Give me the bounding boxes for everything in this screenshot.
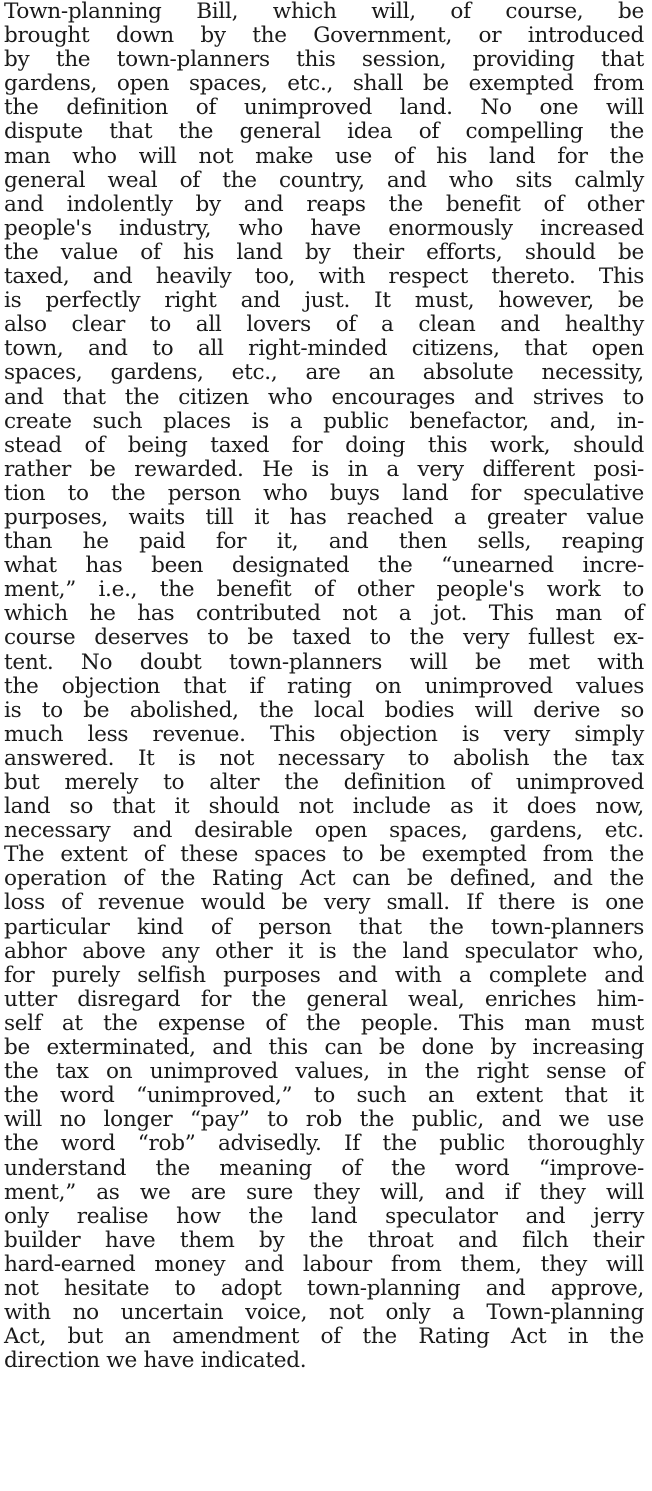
text-line: particular kind of person that the town-planners [4, 914, 644, 940]
text-line: is to be abolished, the local bodies will derive so [4, 697, 644, 723]
text-line: Act, but an amendment of the Rating Act in the [4, 1324, 644, 1350]
text-line: create such places is a public benefactor, and, in- [4, 408, 644, 434]
text-line: with no uncertain voice, not only a Town-planning [4, 1300, 644, 1326]
text-line: necessary and desirable open spaces, gardens, etc. [4, 818, 644, 844]
text-line: be exterminated, and this can be done by increasing [4, 1035, 644, 1061]
text-line: the definition of unimproved land. No one will [4, 95, 644, 121]
text-line: dispute that the general idea of compelling the [4, 119, 644, 145]
text-line: hard-earned money and labour from them, they will [4, 1251, 644, 1277]
text-line: tion to the person who buys land for speculative [4, 480, 644, 506]
text-line: self at the expense of the people. This man must [4, 1010, 644, 1036]
text-line: what has been designated the “unearned incre- [4, 553, 644, 579]
text-line: The extent of these spaces to be exempted from the [4, 842, 644, 868]
text-line: land so that it should not include as it does now, [4, 794, 644, 820]
text-line: operation of the Rating Act can be defined, and the [4, 866, 644, 892]
text-line: general weal of the country, and who sits calmly [4, 167, 644, 193]
text-line: only realise how the land speculator and jerry [4, 1203, 644, 1229]
text-line: builder have them by the throat and filch their [4, 1227, 644, 1253]
text-line: the tax on unimproved values, in the right sense of [4, 1059, 644, 1085]
text-line: rather be rewarded. He is in a very different posi- [4, 456, 644, 482]
text-line: man who will not make use of his land for the [4, 143, 644, 169]
text-line: loss of revenue would be very small. If there is one [4, 890, 644, 916]
text-line: abhor above any other it is the land speculator who, [4, 938, 644, 964]
text-line: which he has contributed not a jot. This man of [4, 601, 644, 627]
text-line: the word “unimproved,” to such an extent that it [4, 1083, 644, 1109]
text-line: course deserves to be taxed to the very fullest ex- [4, 625, 644, 651]
text-line: and that the citizen who encourages and strives to [4, 384, 644, 410]
text-line: but merely to alter the definition of unimproved [4, 770, 644, 795]
text-line: and indolently by and reaps the benefit of other [4, 191, 644, 217]
text-line: spaces, gardens, etc., are an absolute necessity, [4, 360, 644, 386]
text-line: town, and to all right-minded citizens, that open [4, 336, 644, 362]
text-line: utter disregard for the general weal, enriches him- [4, 986, 644, 1012]
text-line: ment,” as we are sure they will, and if they will [4, 1179, 644, 1205]
text-line: will no longer “pay” to rob the public, and we use [4, 1107, 644, 1133]
text-line: ment,” i.e., the benefit of other people's work to [4, 577, 644, 603]
text-line: understand the meaning of the word “improve- [4, 1155, 644, 1181]
text-line: tent. No doubt town-planners will be met with [4, 649, 644, 675]
text-line: not hesitate to adopt town-planning and approve, [4, 1275, 644, 1301]
text-line: than he paid for it, and then sells, reaping [4, 529, 644, 555]
text-line-last: direction we have indicated. [4, 1348, 307, 1374]
text-line: much less revenue. This objection is very simply [4, 721, 644, 747]
text-line: purposes, waits till it has reached a greater value [4, 504, 644, 530]
text-line: also clear to all lovers of a clean and healthy [4, 312, 644, 338]
article-text-column [4, 0, 644, 1373]
text-line: the value of his land by their efforts, should be [4, 239, 644, 265]
text-line: is perfectly right and just. It must, however, be [4, 288, 644, 314]
text-line: Town-planning Bill, which will, of course, be [4, 0, 644, 24]
text-line: gardens, open spaces, etc., shall be exempted from [4, 71, 644, 97]
text-line: for purely selfish purposes and with a complete and [4, 962, 644, 988]
text-line: the objection that if rating on unimproved values [4, 673, 644, 699]
text-line: brought down by the Government, or introduced [4, 23, 644, 49]
text-line: people's industry, who have enormously increased [4, 215, 644, 241]
text-line: answered. It is not necessary to abolish the tax [4, 745, 644, 771]
text-line: stead of being taxed for doing this work, should [4, 432, 644, 458]
text-line: taxed, and heavily too, with respect thereto. This [4, 264, 644, 290]
text-line: the word “rob” advisedly. If the public thoroughly [4, 1131, 644, 1157]
text-line: by the town-planners this session, providing that [4, 47, 644, 73]
